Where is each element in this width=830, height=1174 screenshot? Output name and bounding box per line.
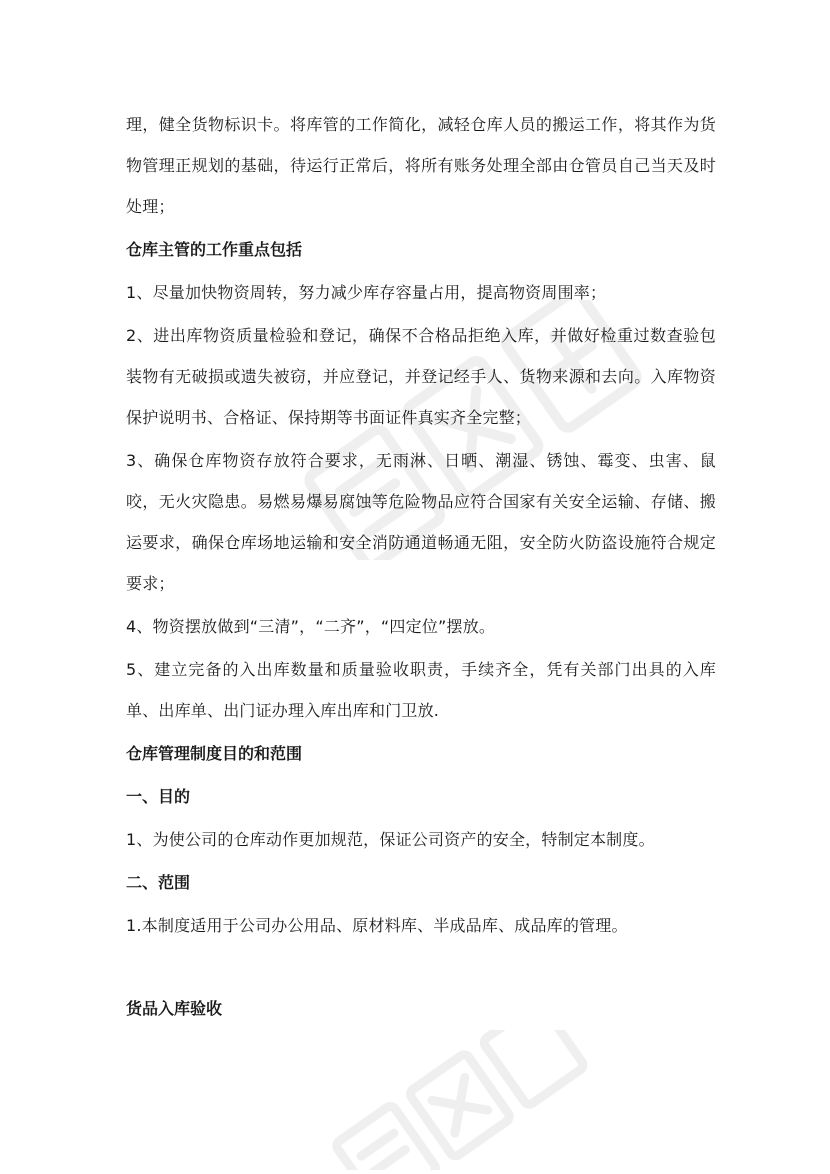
heading-purpose-and-scope: 仓库管理制度目的和范围	[126, 744, 303, 763]
list-item-4: 4、物资摆放做到“三清”，“二齐”，“四定位”摆放。	[126, 617, 496, 636]
list-item-1: 1、尽量加快物资周转，努力减少库存容量占用，提高物资周围率；	[126, 283, 607, 302]
heading-scope: 二、范围	[126, 873, 191, 892]
list-item-5: 5、建立完备的入出库数量和质量验收职责，手续齐全，凭有关部门出具的入库单、出库单、出门证办理入库出库和门卫放.	[126, 660, 716, 720]
scope-item-1: 1.本制度适用于公司办公用品、原材料库、半成品库、成品库的管理。	[126, 916, 628, 935]
heading-goods-receiving: 货品入库验收	[126, 999, 223, 1018]
watermark-graphic-bottom	[300, 1030, 600, 1170]
purpose-item-1: 1、为使公司的仓库动作更加规范，保证公司资产的安全，特制定本制度。	[126, 830, 655, 849]
list-item-2: 2、进出库物资质量检验和登记，确保不合格品拒绝入库，并做好检重过数查验包装物有无破损或遗失被窃，并应登记，并登记经手人、货物来源和去向。入库物资保护说明书、合格证、保持期等书面证件真实齐全完整；	[126, 326, 716, 427]
heading-supervisor-focus: 仓库主管的工作重点包括	[126, 240, 303, 259]
list-item-3: 3、确保仓库物资存放符合要求，无雨淋、日晒、潮湿、锈蚀、霉变、虫害、鼠咬，无火灾隐患。易燃易爆易腐蚀等危险物品应符合国家有关安全运输、存储、搬运要求，确保仓库场地运输和安全消防通道畅通无阻，安全防火防盗设施符合规定要求；	[126, 451, 716, 593]
heading-purpose: 一、目的	[126, 787, 191, 806]
document-body	[126, 104, 716, 1029]
intro-paragraph: 理，健全货物标识卡。将库管的工作简化，减轻仓库人员的搬运工作，将其作为货物管理正规划的基础，待运行正常后，将所有账务处理全部由仓管员自己当天及时处理；	[126, 115, 716, 216]
